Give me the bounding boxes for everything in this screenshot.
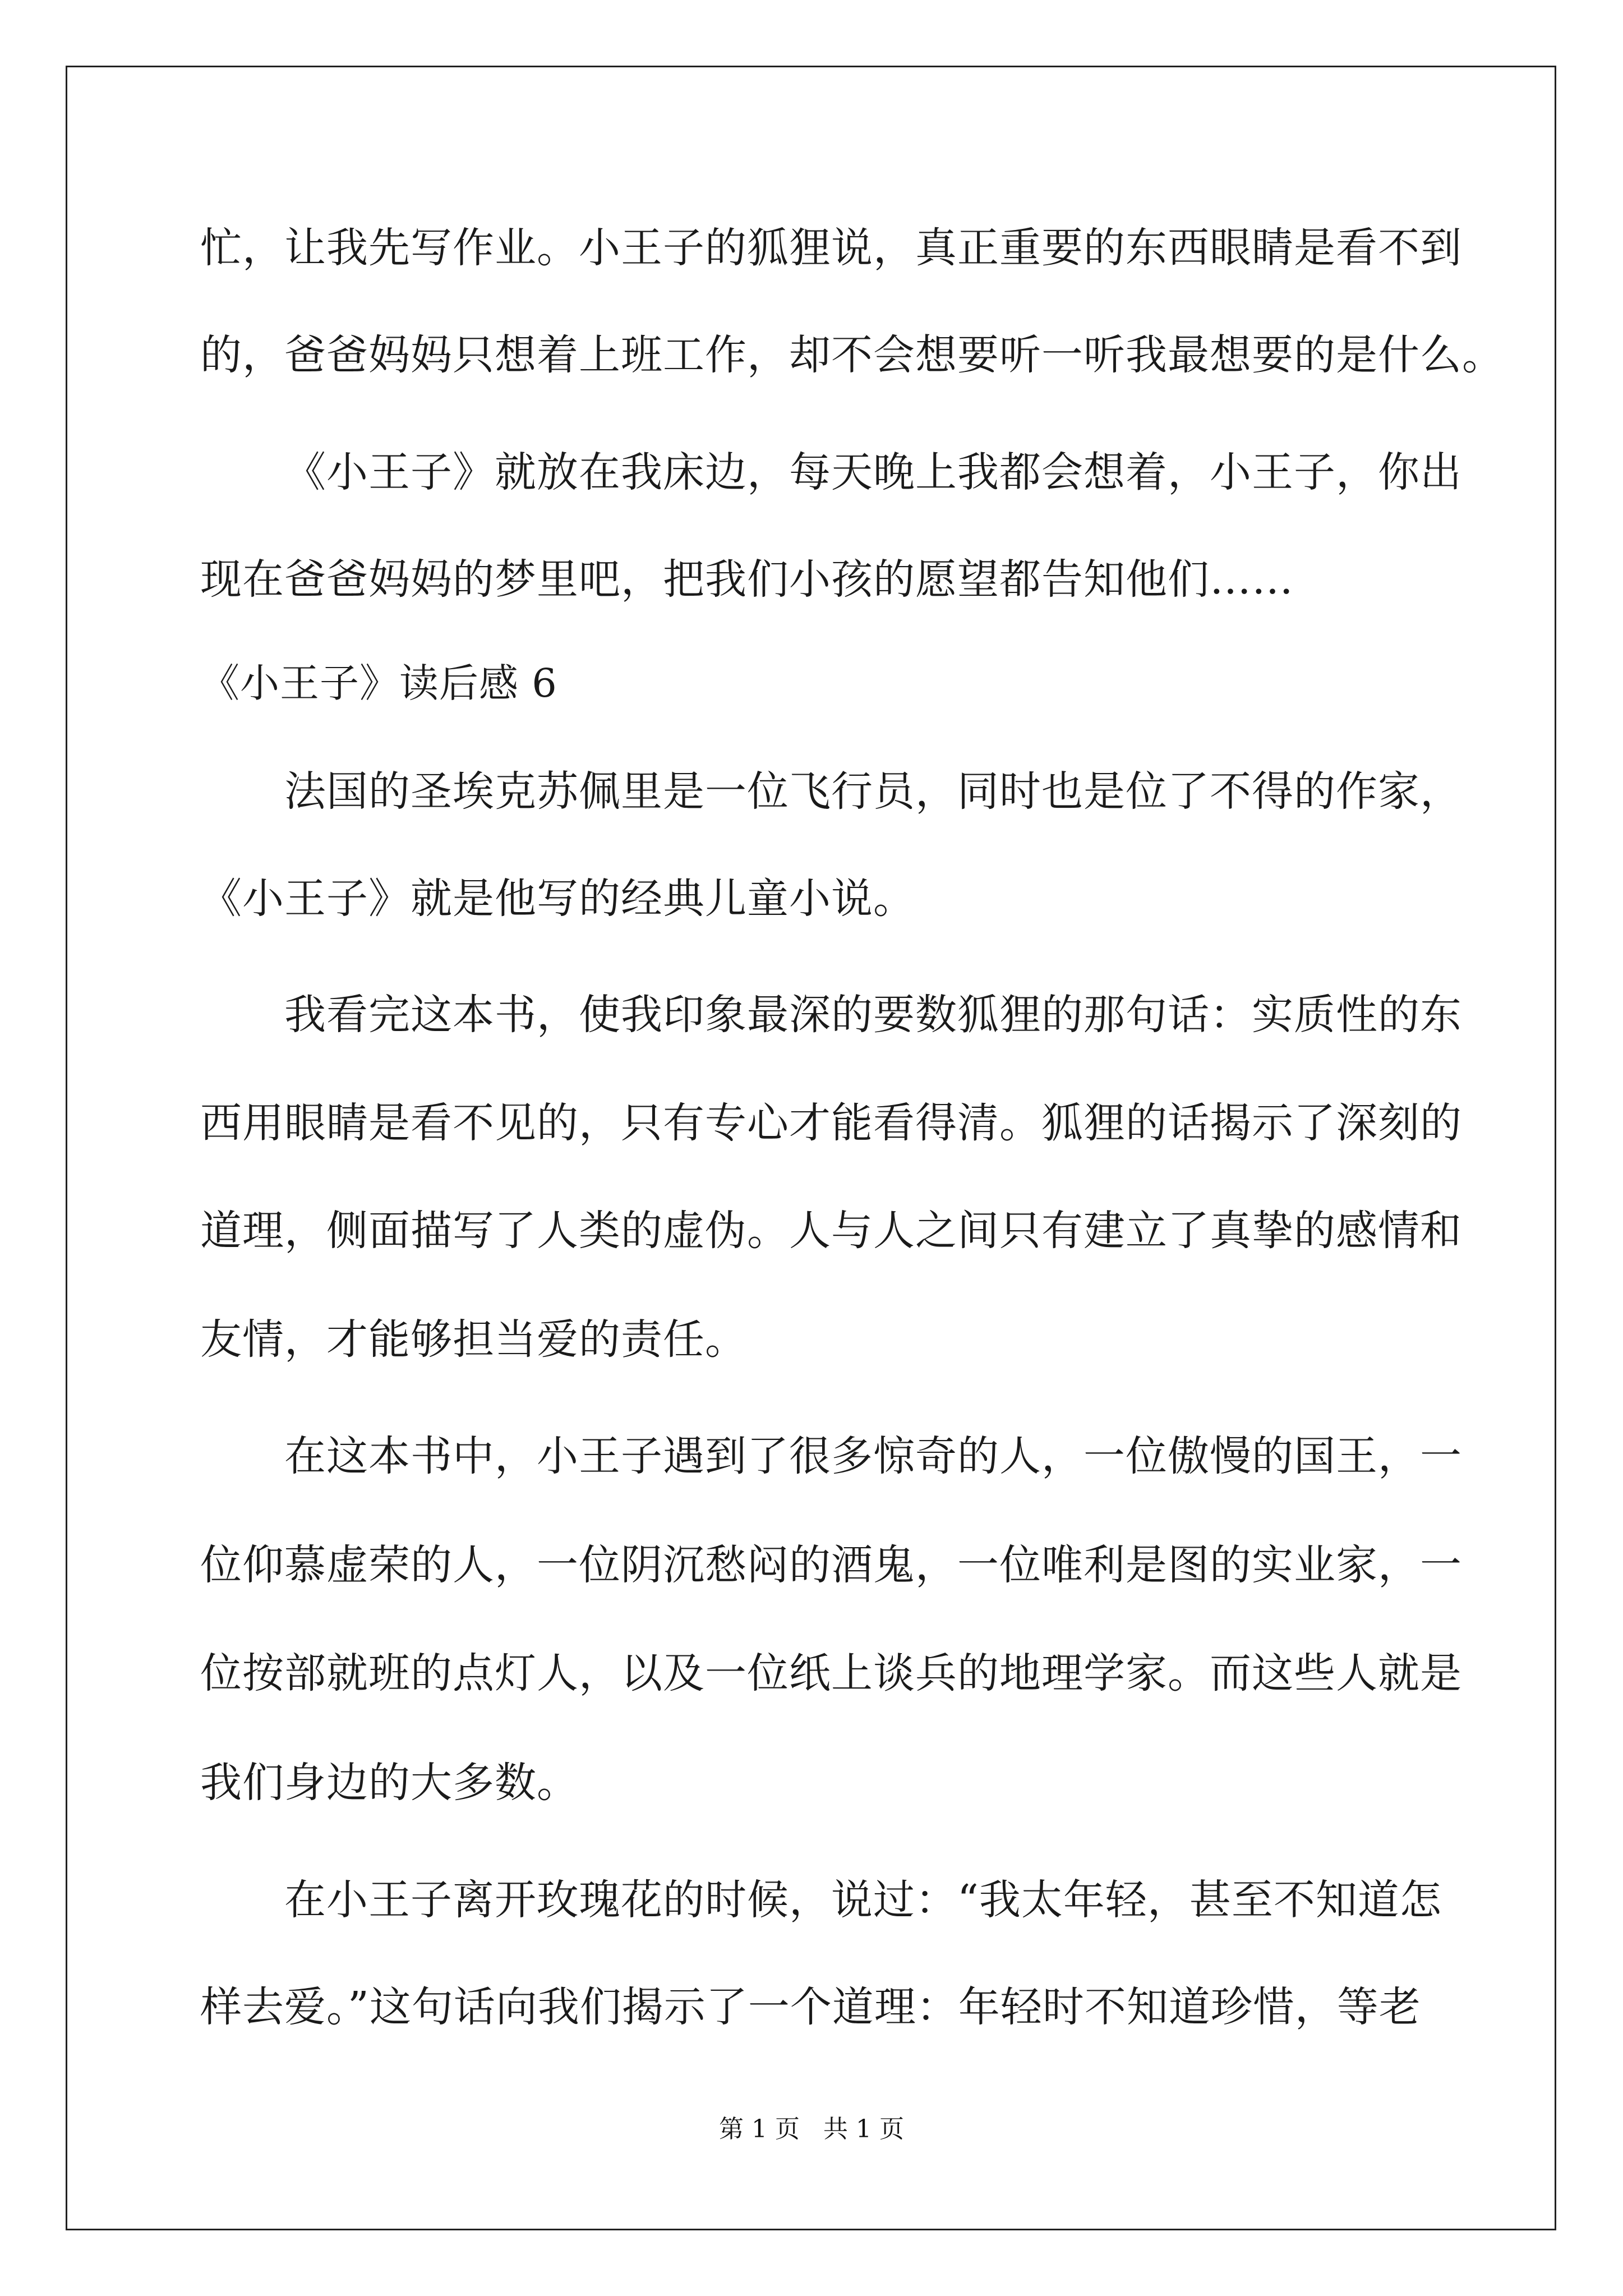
text-line: 西用眼睛是看不见的，只有专心才能看得清。狐狸的话揭示了深刻的 <box>200 1099 1462 1147</box>
paragraph-first-line: 《小王子》就放在我床边，每天晚上我都会想着，小王子，你出 <box>284 448 1462 496</box>
text-line: 的，爸爸妈妈只想着上班工作，却不会想要听一听我最想要的是什么。 <box>200 331 1504 379</box>
page-total: 共 1 页 <box>823 2115 904 2143</box>
text-line: 道理，侧面描写了人类的虚伪。人与人之间只有建立了真挚的感情和 <box>200 1207 1462 1255</box>
text-line: 我们身边的大多数。 <box>200 1759 579 1807</box>
paragraph-first-line: 法国的圣埃克苏佩里是一位飞行员，同时也是位了不得的作家， <box>284 767 1462 816</box>
page-footer <box>0 2113 1623 2146</box>
page-number: 第 1 页 <box>719 2115 800 2143</box>
text-line: 现在爸爸妈妈的梦里吧，把我们小孩的愿望都告知他们…… <box>200 555 1294 604</box>
text-line: 位按部就班的点灯人，以及一位纸上谈兵的地理学家。而这些人就是 <box>200 1649 1462 1697</box>
paragraph-first-line: 在小王子离开玫瑰花的时候，说过：“我太年轻，甚至不知道怎 <box>284 1876 1442 1924</box>
text-line: 忙，让我先写作业。小王子的狐狸说，真正重要的东西眼睛是看不到 <box>200 224 1462 272</box>
paragraph-first-line: 在这本书中，小王子遇到了很多惊奇的人，一位傲慢的国王，一 <box>284 1432 1462 1480</box>
text-line: 《小王子》就是他写的经典儿童小说。 <box>200 875 915 923</box>
text-line: 位仰慕虚荣的人，一位阴沉愁闷的酒鬼，一位唯利是图的实业家，一 <box>200 1541 1462 1589</box>
paragraph-first-line: 我看完这本书，使我印象最深的要数狐狸的那句话：实质性的东 <box>284 991 1462 1039</box>
section-heading: 《小王子》读后感 6 <box>200 660 557 706</box>
text-line: 友情，才能够担当爱的责任。 <box>200 1315 747 1364</box>
text-line: 样去爱。”这句话向我们揭示了一个道理：年轻时不知道珍惜，等老 <box>200 1983 1421 2031</box>
